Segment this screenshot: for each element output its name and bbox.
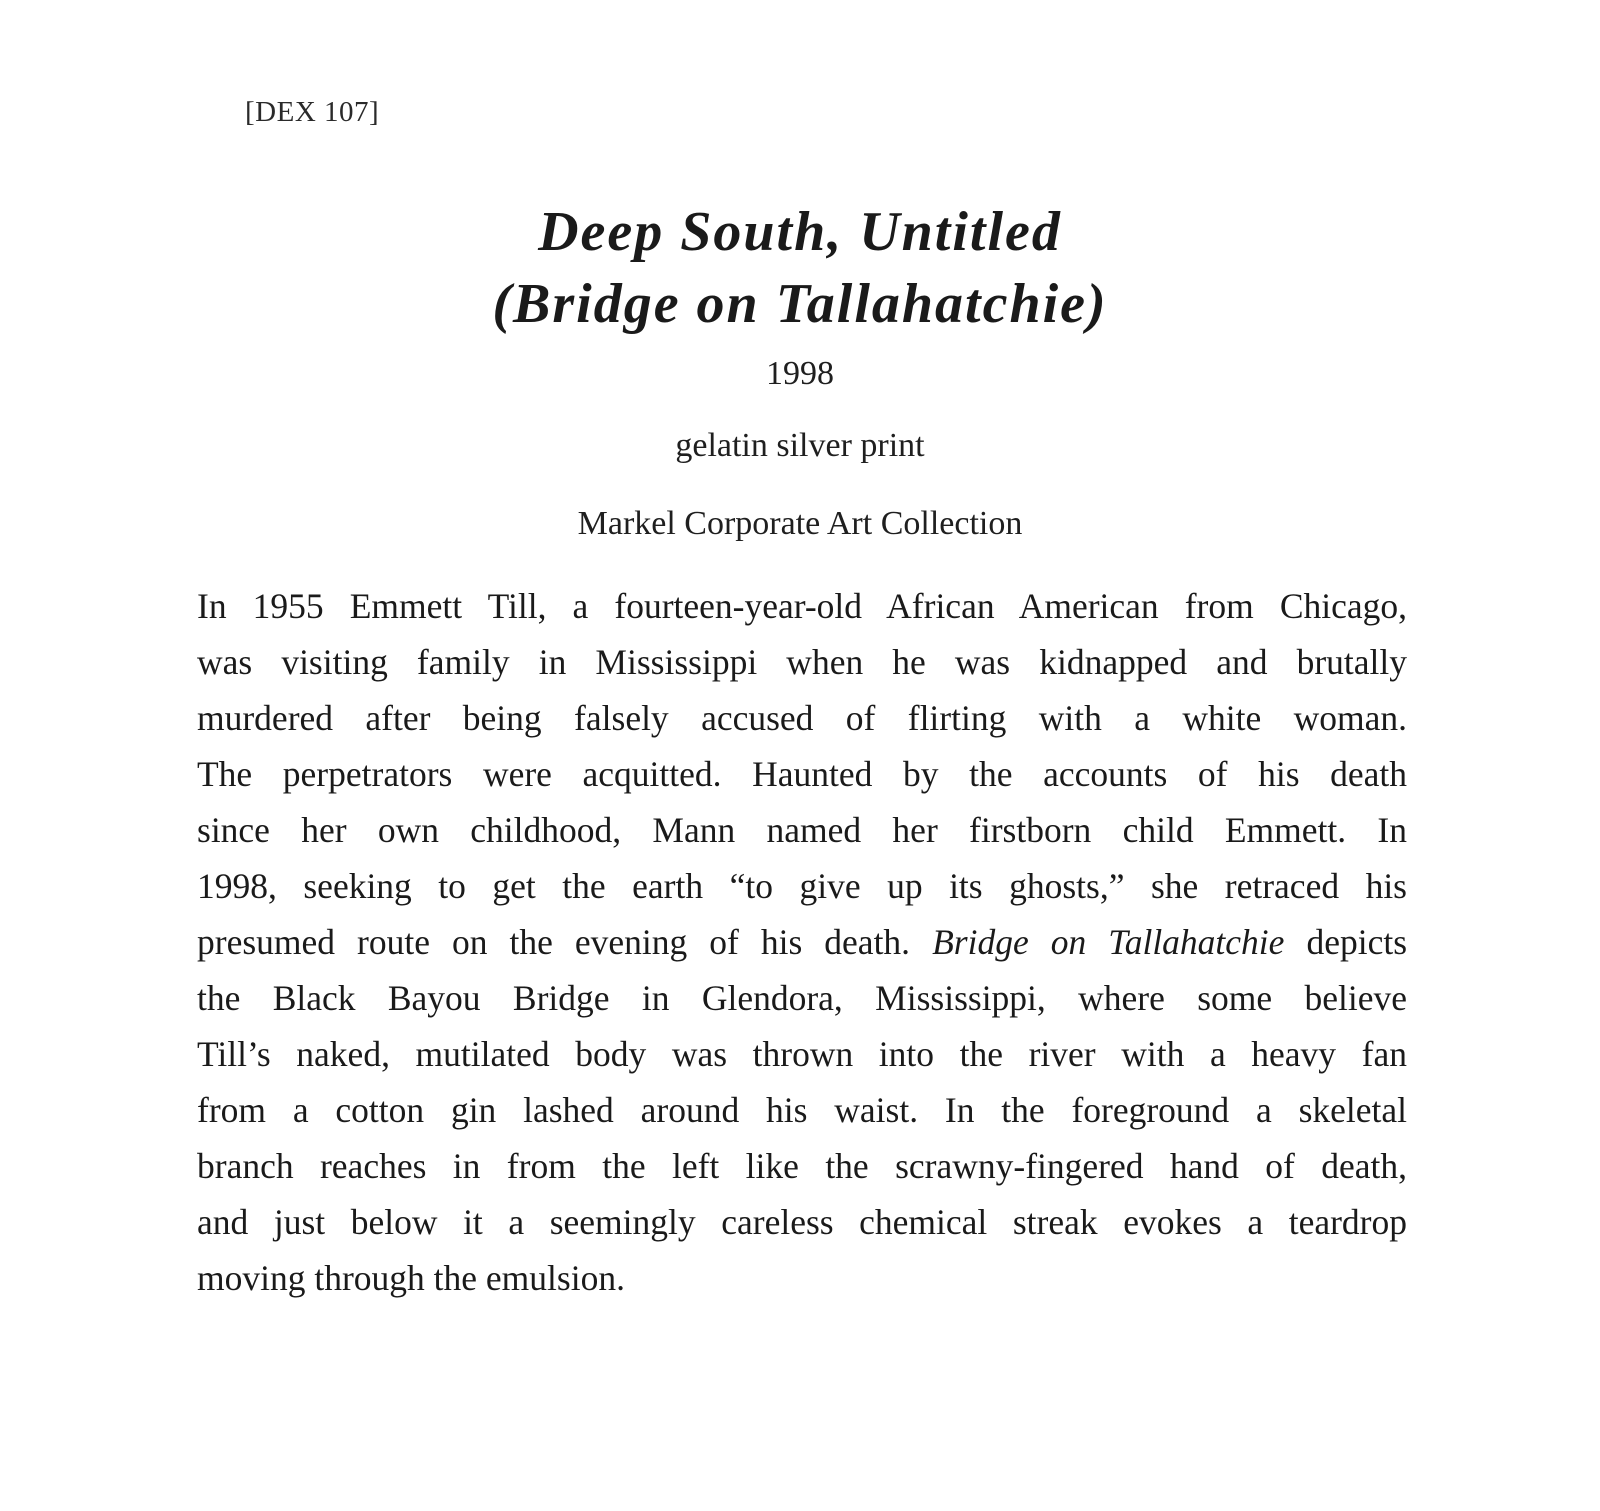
description-line: and just below it a seemingly careless chemical streak evokes a teardrop — [197, 1202, 1407, 1242]
description-line: was visiting family in Mississippi when he was kidnapped and brutally — [197, 642, 1407, 682]
description-line: moving through the emulsion. — [197, 1258, 625, 1298]
description-line: The perpetrators were acquitted. Haunted by the accounts of his death — [197, 754, 1407, 794]
artwork-title-line-2: (Bridge on Tallahatchie) — [492, 273, 1108, 335]
description-line: Till’s naked, mutilated body was thrown into the river with a heavy fan — [197, 1034, 1407, 1074]
description-line: In 1955 Emmett Till, a fourteen-year-old African American from Chicago, — [197, 586, 1407, 626]
description-line: since her own childhood, Mann named her firstborn child Emmett. In — [197, 810, 1407, 850]
artwork-header — [0, 196, 1600, 546]
description-line: branch reaches in from the left like the scrawny-fingered hand of death, — [197, 1146, 1407, 1186]
artwork-year: 1998 — [766, 355, 834, 392]
description-line-text: depicts — [1306, 922, 1408, 962]
description-line: murdered after being falsely accused of flirting with a white woman. — [197, 698, 1407, 738]
description-line — [197, 914, 1407, 970]
artwork-collection: Markel Corporate Art Collection — [577, 505, 1023, 542]
catalog-reference: [DEX 107] — [245, 96, 380, 128]
description-line-text: presumed route on the evening of his death. — [197, 922, 911, 962]
description-line: from a cotton gin lashed around his waist. In the foreground a skeletal — [197, 1090, 1407, 1130]
description-line: the Black Bayou Bridge in Glendora, Mississippi, where some believe — [197, 978, 1407, 1018]
description-line: 1998, seeking to get the earth “to give up its ghosts,” she retraced his — [197, 866, 1407, 906]
artwork-medium: gelatin silver print — [675, 427, 925, 464]
artwork-title-line-1: Deep South, Untitled — [538, 201, 1062, 263]
italic-artwork-title: Bridge on Tallahatchie — [932, 922, 1285, 962]
artwork-description — [197, 578, 1407, 1306]
